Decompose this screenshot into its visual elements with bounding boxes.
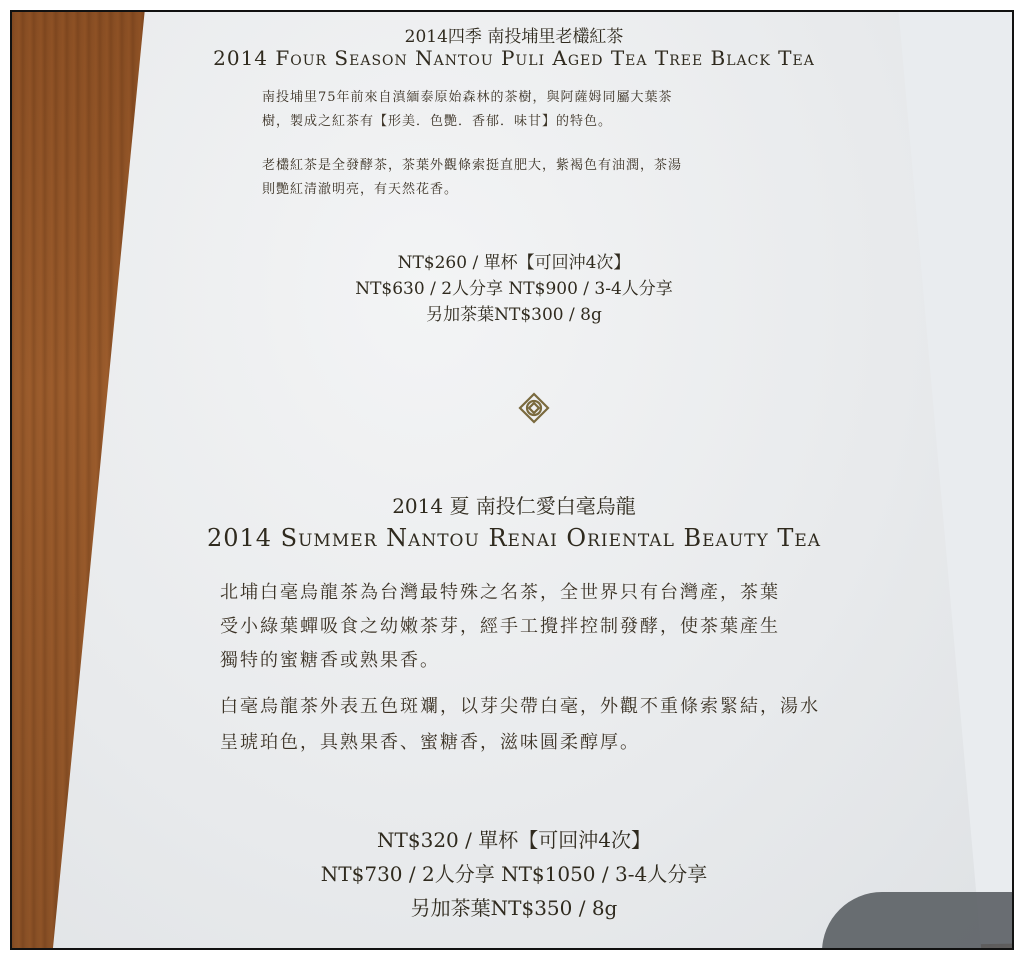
tea1-price-share: NT$630 / 2人分享 NT$900 / 3-4人分享 (355, 279, 673, 299)
tea1-title-zh: 2014四季 南投埔里老欉紅茶 (404, 27, 624, 47)
tea2-price-single: NT$320 / 單杯【可回沖4次】 (377, 828, 651, 852)
tea1-desc-line: 老欉紅茶是全發酵茶，茶葉外觀條索挺直肥大，紫褐色有油潤，茶湯 (262, 158, 683, 173)
menu-sheet (52, 10, 982, 950)
tea2-title-en: 2014 Summer Nantou Renai Oriental Beauty Tea (206, 524, 822, 552)
tea2-desc-line: 獨特的蜜糖香或熟果香。 (220, 650, 440, 671)
tea2-price-leaves: 另加茶葉NT$350 / 8g (410, 896, 618, 920)
tea2-desc-line: 受小綠葉蟬吸食之幼嫩茶芽，經手工攪拌控制發酵，使茶葉產生 (220, 616, 780, 637)
tea1-price-single: NT$260 / 單杯【可回沖4次】 (397, 253, 631, 273)
tea2-title-zh: 2014 夏 南投仁愛白毫烏龍 (392, 494, 636, 518)
tea2-desc-line: 北埔白毫烏龍茶為台灣最特殊之名茶，全世界只有台灣產，茶葉 (220, 582, 780, 603)
tea1-desc-line: 樹，製成之紅茶有【形美．色艷．香郁．味甘】的特色。 (262, 114, 613, 129)
tea2-desc-line: 白毫烏龍茶外表五色斑斕，以芽尖帶白毫，外觀不重條索緊結，湯水 (220, 696, 820, 717)
tea2-desc-line: 呈琥珀色，具熟果香、蜜糖香，滋味圓柔醇厚。 (220, 732, 640, 753)
photo-frame (10, 10, 1014, 950)
tea2-price-share: NT$730 / 2人分享 NT$1050 / 3-4人分享 (320, 862, 708, 886)
tea1-desc-line: 南投埔里75年前來自滇緬泰原始森林的茶樹，與阿薩姆同屬大葉茶 (262, 90, 673, 105)
tea1-price-leaves: 另加茶葉NT$300 / 8g (426, 305, 602, 325)
brand-emblem-icon (518, 392, 550, 424)
tea1-title-en: 2014 Four Season Nantou Puli Aged Tea Tree Black Tea (213, 46, 815, 70)
tea1-desc-line: 則艷紅清澈明亮，有天然花香。 (262, 182, 459, 197)
